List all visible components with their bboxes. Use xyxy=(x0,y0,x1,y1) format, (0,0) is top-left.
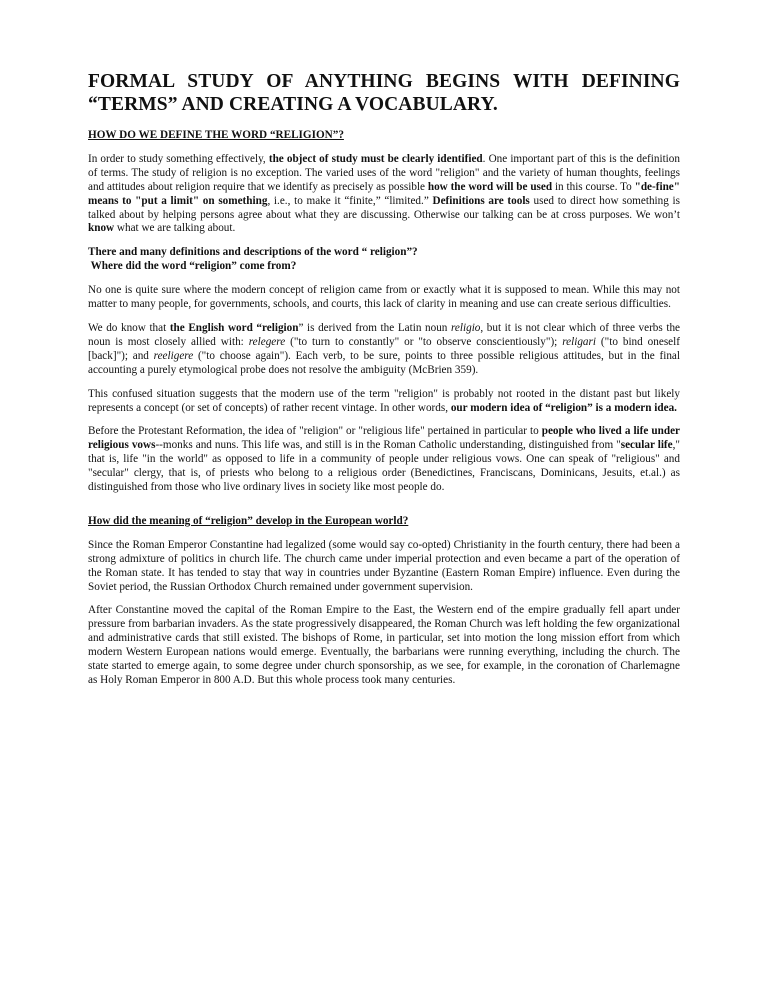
paragraph-western-empire: After Constantine moved the capital of the Roman Empire to the East, the Western end of the empire gradually fell apart under pressure from barbarian invaders. As the state progressively disappeared, the Roman Church was left holding the few organizational and administrative cards that still existed. The bishops of Rome, in particular, set into motion the long mission effort from which modern Western European nations would emerge. Eventually, the barbarians were running everything, including the church. The state started to emerge again, to some degree under church sponsorship, as we see, for example, in the coronation of Charlemagne as Holy Roman Emperor in 800 A.D. But this whole process took many centuries. xyxy=(88,604,680,686)
paragraph-modern-idea: This confused situation suggests that the modern use of the term "religion" is probably not rooted in the distant past but likely represents a concept (or set of concepts) of rather recent vintage. In other words, our modern idea of “religion” is a modern idea. xyxy=(88,387,680,414)
section-heading-word-origin: There and many definitions and descriptions of the word “ religion”? Where did the word “religion” come from? xyxy=(88,246,418,273)
section-heading-define-religion: HOW DO WE DEFINE THE WORD “RELIGION”? xyxy=(88,129,344,141)
section-heading-european-development: How did the meaning of “religion” develop in the European world? xyxy=(88,514,409,527)
spacer xyxy=(88,505,680,515)
document-page xyxy=(88,70,680,698)
paragraph-concept-unclear: No one is quite sure where the modern concept of religion came from or exactly what it is supposed to mean. While this may not matter to many people, for governments, schools, and courts, this lack of clarity in meaning and use can create serious difficulties. xyxy=(88,284,680,311)
paragraph-constantine: Since the Roman Emperor Constantine had legalized (some would say co-opted) Christianity in the fourth century, there had been a strong admixture of politics in church life. The church came under imperial protection and even became a part of the operation of the Roman state. It has tended to stay that way in countries under Byzantine (Eastern Roman Empire) influence. Even during the Soviet period, the Russian Orthodox Church remained under government supervision. xyxy=(88,538,680,593)
paragraph-latin-etymology: We do know that the English word “religion” is derived from the Latin noun religio, but it is not clear which of three verbs the noun is most closely allied with: relegere ("to turn to constantly" or "to observe conscientiously"); religari ("to bind oneself [back]"); and reeligere ("to choose again"). Each verb, to be sure, points to three possible religious attitudes, but in the final accounting a purely etymological probe does not resolve the ambiguity (McBrien 359). xyxy=(88,321,681,376)
paragraph-definition-of-terms: In order to study something effectively, the object of study must be clearly identified. One important part of this is the definition of terms. The study of religion is no exception. The varied uses of the word "religion" and the variety of human thoughts, feelings and attitudes about religion require that we identify as precisely as possible how the word will be used in this course. To "de-fine" means to "put a limit" on something, i.e., to make it “finite,” “limited.” Definitions are tools used to direct how something is talked about by helping persons agree about what they are discussing. Otherwise our talking can be at cross purposes. We won’t know what we are talking about. xyxy=(88,152,680,235)
page-title: FORMAL STUDY OF ANYTHING BEGINS WITH DEFINING “TERMS” AND CREATING A VOCABULARY. xyxy=(88,71,680,115)
paragraph-religious-vows: Before the Protestant Reformation, the idea of "religion" or "religious life" pertained in particular to people who lived a life under religious vows--monks and nuns. This life was, and still is in the Roman Catholic understanding, distinguished from "secular life," that is, life "in the world" as opposed to life in a community of people under religious vows. One can speak of "religious" and "secular" clergy, that is, of priests who belong to a religious order (Benedictines, Franciscans, Dominicans, Jesuits, et.al.) as distinguished from those who live ordinary lives in society like most people do. xyxy=(88,425,680,494)
